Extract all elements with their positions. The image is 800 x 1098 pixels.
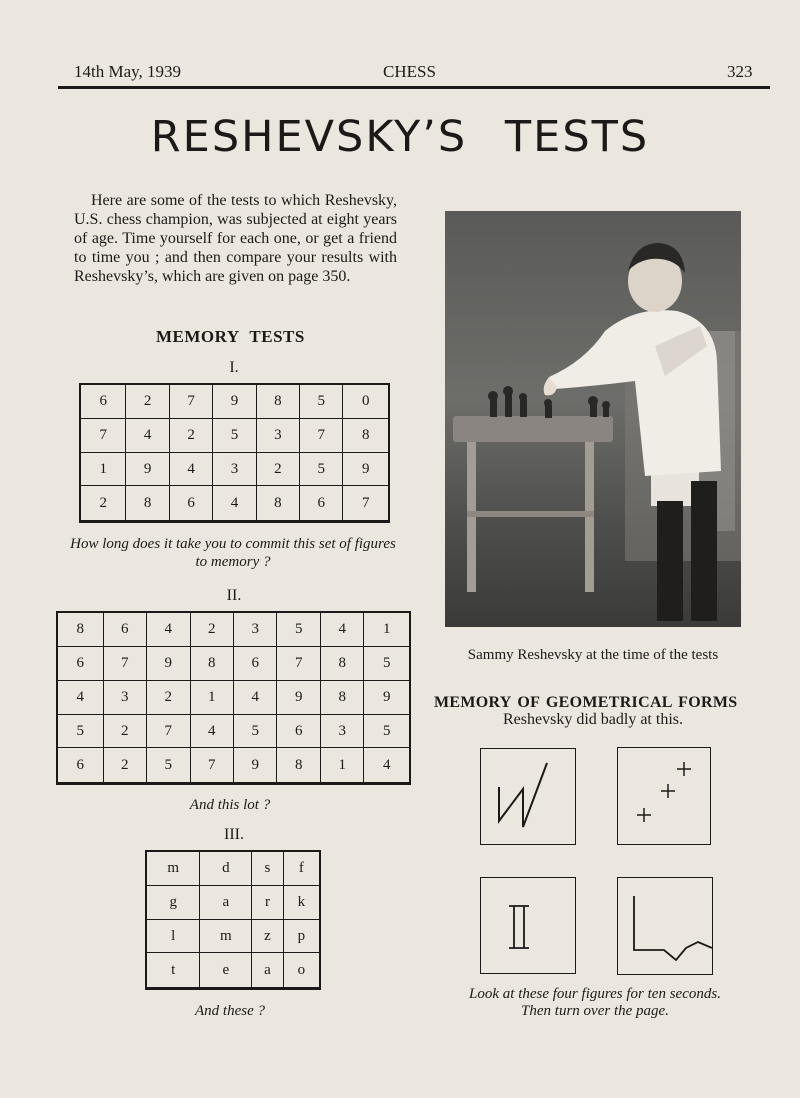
photo-caption: Sammy Reshevsky at the time of the tests — [467, 647, 719, 663]
grid-cell: l — [146, 919, 200, 953]
grid-cell: 4 — [233, 680, 276, 714]
grid-row — [146, 851, 320, 886]
geometric-form-hook — [617, 877, 713, 975]
grid-cell: 5 — [213, 419, 256, 453]
grid-cell: 7 — [147, 714, 190, 748]
grid-cell: 3 — [320, 714, 363, 748]
grid-cell: m — [200, 919, 252, 953]
grid-cell: e — [200, 953, 252, 989]
grid-cell: 9 — [343, 452, 389, 486]
grid-cell: 8 — [343, 419, 389, 453]
test-1-grid — [79, 383, 390, 523]
magazine-name: CHESS — [383, 62, 436, 81]
test-1-numeral: I. — [229, 359, 239, 376]
grid-cell: 1 — [80, 452, 126, 486]
grid-cell: 9 — [213, 384, 256, 419]
issue-date: 14th May, 1939 — [74, 62, 182, 81]
header-rule — [58, 86, 770, 89]
grid-cell: 2 — [103, 714, 146, 748]
zigzag-shape — [481, 749, 575, 844]
grid-cell: m — [146, 851, 200, 886]
grid-cell: 5 — [300, 384, 343, 419]
geometric-caption-line-1: Look at these four figures for ten seconds. — [469, 986, 721, 1002]
grid-cell: 6 — [169, 486, 212, 522]
grid-cell: p — [283, 919, 320, 953]
grid-cell: a — [200, 886, 252, 920]
grid-row — [80, 486, 389, 522]
grid-cell: 4 — [364, 748, 410, 784]
grid-cell: 3 — [256, 419, 299, 453]
page-number: 323 — [727, 62, 753, 81]
grid-cell: 3 — [233, 612, 276, 647]
grid-cell: 7 — [277, 647, 320, 681]
grid-cell: 1 — [364, 612, 410, 647]
grid-cell: 2 — [169, 419, 212, 453]
grid-cell: 5 — [364, 647, 410, 681]
grid-cell: 7 — [169, 384, 212, 419]
grid-cell: g — [146, 886, 200, 920]
grid-cell: 9 — [364, 680, 410, 714]
grid-row — [146, 953, 320, 989]
grid-cell: 9 — [277, 680, 320, 714]
grid-cell: 8 — [320, 647, 363, 681]
grid-cell: 6 — [80, 384, 126, 419]
grid-cell: 8 — [256, 486, 299, 522]
grid-cell: 4 — [126, 419, 169, 453]
intro-text: Here are some of the tests to which Reshevsky, U.S. chess champion, was subjected at eight years of age. Time yourself for each one, or get a friend to time you ; and then compare your results with Reshevsky’s, which are given on page 350. — [74, 192, 397, 285]
grid-cell: 5 — [277, 612, 320, 647]
grid-row — [80, 452, 389, 486]
grid-cell: k — [283, 886, 320, 920]
grid-cell: 7 — [103, 647, 146, 681]
grid-cell: 6 — [57, 647, 103, 681]
grid-cell: 7 — [190, 748, 233, 784]
grid-cell: 6 — [103, 612, 146, 647]
geometric-subheading: Reshevsky did badly at this. — [503, 711, 683, 728]
grid-row — [57, 680, 410, 714]
crosses-shape — [618, 748, 710, 844]
grid-cell: 5 — [364, 714, 410, 748]
geometric-heading: MEMORY OF GEOMETRICAL FORMS — [434, 694, 738, 711]
grid-cell: o — [283, 953, 320, 989]
test-2-grid — [56, 611, 411, 785]
grid-cell: 2 — [190, 612, 233, 647]
grid-cell: 9 — [147, 647, 190, 681]
grid-cell: 3 — [103, 680, 146, 714]
grid-row — [57, 647, 410, 681]
grid-cell: 5 — [147, 748, 190, 784]
grid-cell: 6 — [277, 714, 320, 748]
grid-cell: 5 — [300, 452, 343, 486]
hook-shape — [618, 878, 712, 974]
geometric-form-crosses — [617, 747, 711, 845]
geometric-caption — [430, 986, 760, 1020]
grid-cell: 5 — [57, 714, 103, 748]
grid-row — [57, 748, 410, 784]
grid-cell: a — [252, 953, 283, 989]
intro-paragraph — [74, 191, 397, 286]
grid-cell: d — [200, 851, 252, 886]
memory-tests-heading: MEMORY TESTS — [156, 327, 305, 346]
grid-cell: 4 — [320, 612, 363, 647]
test-3-numeral: III. — [224, 826, 244, 843]
grid-cell: 8 — [190, 647, 233, 681]
grid-cell: 1 — [190, 680, 233, 714]
geometric-form-zigzag — [480, 748, 576, 845]
geometric-caption-line-2: Then turn over the page. — [521, 1003, 669, 1019]
photo-illustration — [445, 211, 741, 627]
grid-row — [57, 714, 410, 748]
grid-cell: 8 — [320, 680, 363, 714]
grid-cell: s — [252, 851, 283, 886]
grid-cell: 4 — [169, 452, 212, 486]
grid-cell: t — [146, 953, 200, 989]
reshevsky-photo — [445, 211, 741, 627]
grid-cell: 8 — [256, 384, 299, 419]
grid-row — [57, 612, 410, 647]
grid-cell: 6 — [233, 647, 276, 681]
geometric-form-pillar — [480, 877, 576, 974]
grid-cell: 5 — [233, 714, 276, 748]
grid-cell: 2 — [147, 680, 190, 714]
test-2-numeral: II. — [226, 587, 242, 604]
grid-cell: 4 — [190, 714, 233, 748]
grid-cell: 7 — [300, 419, 343, 453]
grid-cell: z — [252, 919, 283, 953]
grid-cell: 9 — [126, 452, 169, 486]
grid-row — [80, 384, 389, 419]
grid-cell: 8 — [126, 486, 169, 522]
grid-row — [146, 919, 320, 953]
grid-row — [146, 886, 320, 920]
test-2-caption: And this lot ? — [189, 797, 271, 813]
grid-cell: 1 — [320, 748, 363, 784]
pillar-shape — [481, 878, 575, 973]
grid-cell: 7 — [343, 486, 389, 522]
grid-cell: 6 — [300, 486, 343, 522]
grid-cell: 4 — [147, 612, 190, 647]
grid-row — [80, 419, 389, 453]
test-1-caption: How long does it take you to commit this set of figures to memory ? — [70, 536, 396, 570]
grid-cell: 4 — [57, 680, 103, 714]
grid-cell: 2 — [103, 748, 146, 784]
grid-cell: 4 — [213, 486, 256, 522]
test-3-grid — [145, 850, 321, 990]
grid-cell: 8 — [277, 748, 320, 784]
grid-cell: 2 — [126, 384, 169, 419]
grid-cell: 2 — [256, 452, 299, 486]
grid-cell: 3 — [213, 452, 256, 486]
grid-cell: 6 — [57, 748, 103, 784]
grid-cell: r — [252, 886, 283, 920]
grid-cell: 2 — [80, 486, 126, 522]
grid-cell: 8 — [57, 612, 103, 647]
test-3-caption: And these ? — [195, 1003, 265, 1019]
grid-cell: 9 — [233, 748, 276, 784]
grid-cell: 7 — [80, 419, 126, 453]
grid-cell: f — [283, 851, 320, 886]
grid-cell: 0 — [343, 384, 389, 419]
article-title: RESHEVSKY’S TESTS — [150, 112, 650, 162]
